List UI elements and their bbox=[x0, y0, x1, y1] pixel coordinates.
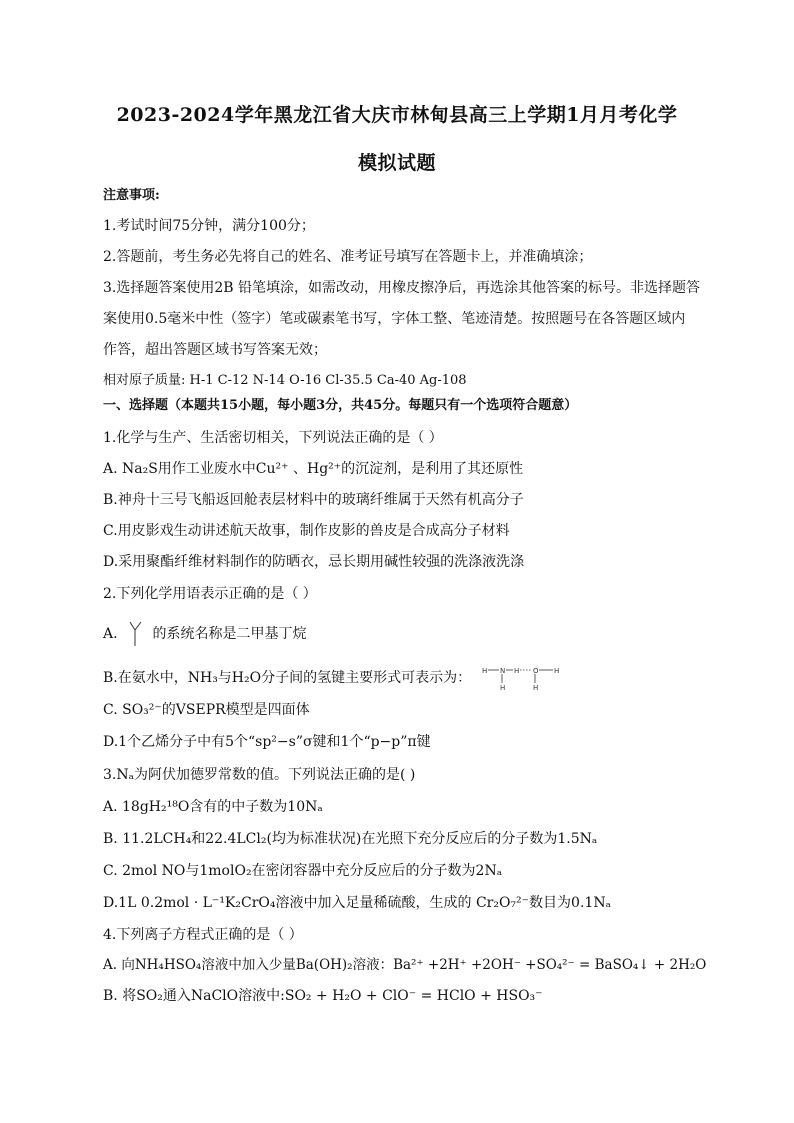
question-3-stem: 3.Nₐ为阿伏加德罗常数的值。下列说法正确的是( ) bbox=[103, 767, 416, 783]
question-2-stem: 2.下列化学用语表示正确的是（ ） bbox=[103, 586, 317, 602]
option-a-text: 的系统名称是二甲基丁烷 bbox=[152, 626, 307, 642]
notice-line: 3.选择题答案使用2B 铅笔填涂，如需改动，用橡皮擦净后，再选涂其他答案的标号。非选择题答 bbox=[103, 280, 701, 296]
question-1-option-d: D.采用聚酯纤维材料制作的防晒衣，忌长期用碱性较强的洗涤液洗涤 bbox=[103, 554, 525, 570]
question-2-option-c: C. SO₃²⁻的VSEPR模型是四面体 bbox=[103, 702, 310, 718]
question-2-option-d: D.1个乙烯分子中有5个“sp²−s”σ键和1个“p−p”π键 bbox=[103, 734, 431, 750]
hbond-atom: H bbox=[532, 684, 538, 692]
hbond-atom: N bbox=[499, 667, 505, 675]
notice-line: 2.答题前，考生务必先将自己的姓名、准考证号填写在答题卡上，并准确填涂； bbox=[103, 249, 593, 265]
notice-line: 案使用0.5毫米中性（签字）笔或碳素笔书写，字体工整、笔迹清楚。按照题号在各答题区域内 bbox=[103, 311, 686, 327]
hbond-atom: H bbox=[481, 667, 487, 675]
hbond-atom: H bbox=[499, 684, 505, 692]
question-1-option-a: A. Na₂S用作工业废水中Cu²⁺ 、Hg²⁺的沉淀剂，是利用了其还原性 bbox=[103, 461, 524, 477]
option-b-text: B.在氨水中，NH₃与H₂O分子间的氢键主要形式可表示为： bbox=[103, 670, 472, 686]
question-3-option-b: B. 11.2LCH₄和22.4LCl₂(均为标准状况)在光照下充分反应后的分子数为1.5Nₐ bbox=[103, 831, 598, 847]
section-heading: 一、选择题（本题共15小题，每小题3分，共45分。每题只有一个选项符合题意） bbox=[103, 398, 578, 413]
hbond-atom: H bbox=[553, 667, 559, 675]
option-a-label: A. bbox=[103, 626, 118, 642]
question-2-option-a bbox=[103, 620, 703, 648]
hydrogen-bond-diagram bbox=[482, 664, 562, 692]
atomic-mass-line: 相对原子质量: H-1 C-12 N-14 O-16 Cl-35.5 Ca-40 Ag-108 bbox=[103, 373, 467, 388]
question-3-option-a: A. 18gH₂¹⁸O含有的中子数为10Nₐ bbox=[103, 799, 323, 815]
question-1-option-c: C.用皮影戏生动讲述航天故事，制作皮影的兽皮是合成高分子材料 bbox=[103, 523, 510, 539]
hbond-atom: O bbox=[532, 667, 539, 675]
question-3-option-c: C. 2mol NO与1molO₂在密闭容器中充分反应后的分子数为2Nₐ bbox=[103, 863, 503, 879]
hbond-atom: H bbox=[513, 667, 519, 675]
question-4-option-a: A. 向NH₄HSO₄溶液中加入少量Ba(OH)₂溶液：Ba²⁺ +2H⁺ +2OH⁻ +SO₄²⁻ = BaSO₄↓ + 2H₂O bbox=[103, 957, 707, 973]
question-2-option-b bbox=[103, 664, 703, 692]
question-4-option-b: B. 将SO₂通入NaClO溶液中:SO₂ + H₂O + ClO⁻ = HClO + HSO₃⁻ bbox=[103, 988, 543, 1004]
question-1-stem: 1.化学与生产、生活密切相关，下列说法正确的是（ ） bbox=[103, 430, 443, 446]
question-4-stem: 4.下列离子方程式正确的是（ ） bbox=[103, 927, 303, 943]
notice-line: 1.考试时间75分钟，满分100分； bbox=[103, 218, 315, 234]
notice-line: 作答，超出答题区域书写答案无效； bbox=[103, 342, 327, 358]
title-line-2: 模拟试题 bbox=[357, 152, 436, 174]
skeletal-formula-icon bbox=[124, 620, 146, 648]
question-1-option-b: B.神舟十三号飞船返回舱表层材料中的玻璃纤维属于天然有机高分子 bbox=[103, 492, 524, 508]
title-line-1: 2023-2024学年黑龙江省大庆市林甸县高三上学期1月月考化学 bbox=[116, 104, 678, 126]
question-3-option-d: D.1L 0.2mol · L⁻¹K₂CrO₄溶液中加入足量稀硫酸，生成的 Cr₂O₇²⁻数目为0.1Nₐ bbox=[103, 895, 611, 911]
notice-heading: 注意事项: bbox=[103, 188, 160, 203]
